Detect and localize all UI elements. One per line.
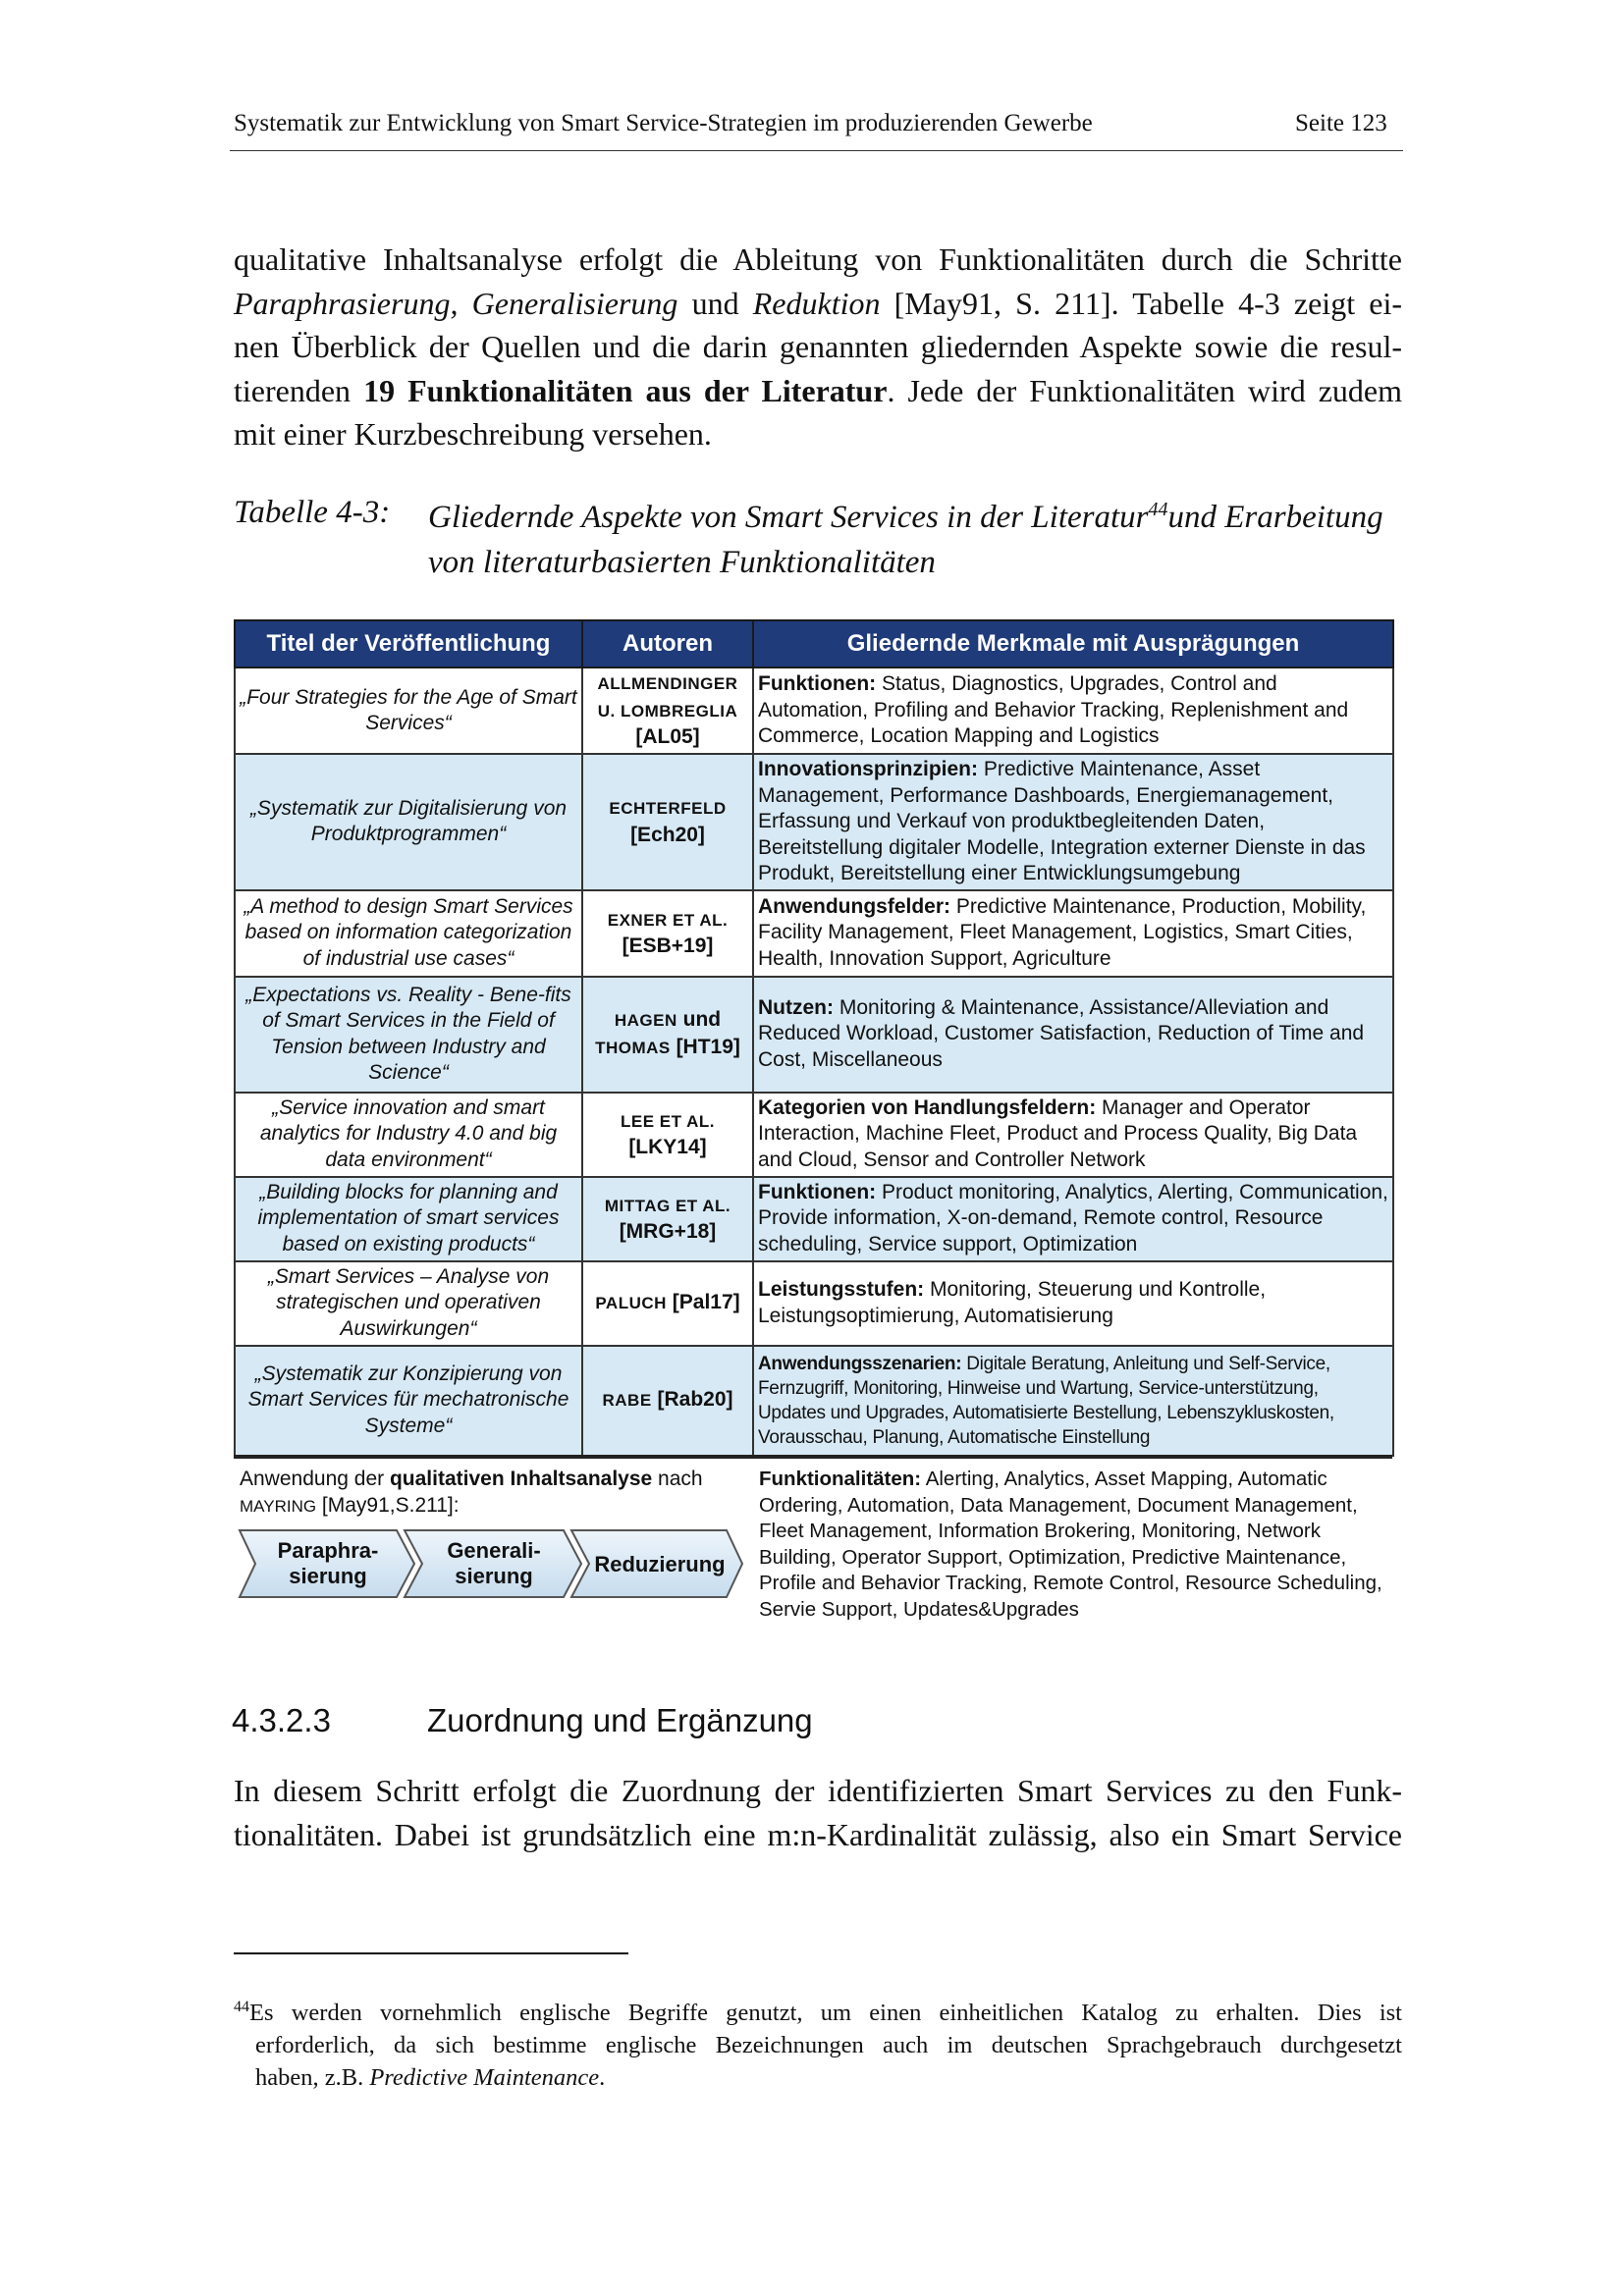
authors: MITTAG ET AL. [MRG+18] <box>582 1177 753 1261</box>
authors: ALLMENDINGER U. LOMBREGLIA [AL05] <box>582 667 753 754</box>
publication-title: „Service innovation and smart analytics for Industry 4.0 and big data environment“ <box>235 1093 582 1177</box>
col-header-authors: Autoren <box>582 620 753 667</box>
header-rule <box>230 150 1403 151</box>
literature-table <box>234 619 1394 1457</box>
footnote-line: erforderlich, da sich bestimme englische Bezeichnungen auch im deutschen Sprachgebrauch durchgesetzt <box>255 2032 1402 2059</box>
step-label: Generali- <box>447 1538 541 1563</box>
features: Funktionen: Product monitoring, Analytics, Alerting, Communication, Provide information, X-on-demand, Remote control, Resource scheduling, Service support, Optimization <box>753 1177 1393 1261</box>
section-paragraph <box>234 1769 1402 1856</box>
footnote-ref[interactable]: 44 <box>1148 499 1168 520</box>
table-row <box>235 1177 1393 1261</box>
features: Innovationsprinzipien: Predictive Maintenance, Asset Management, Performance Dashboards, Energiemanagement, Erfassung und Verkauf von produktbegleitenden Daten, Bereitstellung digitaler Modelle, Integration externer Dienste in das Produkt, Bereitstellung einer Entwicklungsumgebung <box>753 754 1393 890</box>
page-number: Seite 123 <box>1295 110 1387 136</box>
bold-term: 19 Funktionalitäten aus der Literatur <box>363 372 888 408</box>
table-row <box>235 1093 1393 1177</box>
features: Kategorien von Handlungsfeldern: Manager and Operator Interaction, Machine Fleet, Product and Process Quality, Big Data and Cloud, Sensor and Controller Network <box>753 1093 1393 1177</box>
running-title: Systematik zur Entwicklung von Smart Service-Strategien im produzierenden Gewerbe <box>234 110 1093 136</box>
authors: PALUCH [Pal17] <box>582 1261 753 1346</box>
authors: RABE [Rab20] <box>582 1346 753 1456</box>
para-line: In diesem Schritt erfolgt die Zuordnung der identifizierten Smart Services zu den Funk- <box>234 1773 1402 1808</box>
publication-title: „Smart Services – Analyse von strategischen und operativen Auswirkungen“ <box>235 1261 582 1346</box>
publication-title: „Four Strategies for the Age of Smart Services“ <box>235 667 582 754</box>
para-line: tierenden 19 Funktionalitäten aus der Literatur. Jede der Funktionalitäten wird zudem <box>234 372 1403 408</box>
table-row <box>235 667 1393 754</box>
col-header-features: Gliedernde Merkmale mit Ausprägungen <box>753 620 1393 667</box>
method-note: Anwendung der qualitativen Inhaltsanalyse nach MAYRING [May91,S.211]: <box>240 1468 703 1517</box>
features: Anwendungsszenarien: Digitale Beratung, Anleitung und Self-Service, Fernzugriff, Monitoring, Hinweise und Wartung, Service-unterstützung, Updates und Upgrades, Automatisierte Bestellung, Lebenszykluskosten, Vorausschau, Planung, Automatische Einstellung <box>753 1346 1393 1456</box>
step-label: Paraphra- <box>277 1538 379 1563</box>
col-header-title: Titel der Veröffentlichung <box>235 620 582 667</box>
publication-title: „Expectations vs. Reality - Bene-fits of Smart Services in the Field of Tension between Industry and Science“ <box>235 977 582 1093</box>
authors: LEE ET AL. [LKY14] <box>582 1093 753 1177</box>
authors: ECHTERFELD [Ech20] <box>582 754 753 890</box>
intro-paragraph <box>234 238 1402 456</box>
footnote-rule <box>234 1952 628 1954</box>
para-line: qualitative Inhaltsanalyse erfolgt die Ableitung von Funktionalitäten durch die Schritte <box>234 241 1402 277</box>
step-label: Reduzierung <box>594 1552 726 1576</box>
table-row <box>235 890 1393 977</box>
table-caption: Gliedernde Aspekte von Smart Services in der Literatur$^{44}$und Erarbeitung von literaturbasierten Funktionalitäten <box>428 499 1383 580</box>
table-caption-label: Tabelle 4-3: <box>234 495 391 530</box>
features: Funktionen: Status, Diagnostics, Upgrades, Control and Automation, Profiling and Behavior Tracking, Replenishment and Commerce, Location Mapping and Logistics <box>753 667 1393 754</box>
para-line: mit einer Kurzbeschreibung versehen. <box>234 416 712 452</box>
table-row <box>235 754 1393 890</box>
step-label: sierung <box>455 1564 533 1588</box>
step-label: sierung <box>289 1564 367 1588</box>
publication-title: „Systematik zur Digitalisierung von Produktprogrammen“ <box>235 754 582 890</box>
functionalities-list: Funktionalitäten: Alerting, Analytics, Asset Mapping, Automatic Ordering, Automation, Data Management, Document Management, Fleet Management, Information Brokering, Monitoring, Network Building, Operator Support, Optimization, Predictive Maintenance, Profile and Behavior Tracking, Remote Control, Resource Scheduling, Servie Support, Updates&Upgrades <box>759 1468 1382 1621</box>
para-line: nen Überblick der Quellen und die darin genannten gliedernden Aspekte sowie die resul- <box>234 329 1402 364</box>
para-line: tionalitäten. Dabei ist grundsätzlich eine m:n-Kardinalität zulässig, also ein Smart Service <box>234 1816 1402 1852</box>
section-number: 4.3.2.3 <box>232 1702 331 1738</box>
features: Leistungsstufen: Monitoring, Steuerung und Kontrolle, Leistungsoptimierung, Automatisierung <box>753 1261 1393 1346</box>
publication-title: „Building blocks for planning and implementation of smart services based on existing products“ <box>235 1177 582 1261</box>
features: Anwendungsfelder: Predictive Maintenance, Production, Mobility, Facility Management, Fleet Management, Logistics, Smart Cities, Health, Innovation Support, Agriculture <box>753 890 1393 977</box>
table-row <box>235 1346 1393 1456</box>
footnote-line: haben, z.B. Predictive Maintenance. <box>255 2064 606 2092</box>
italic-term: Reduktion <box>752 285 881 321</box>
publication-title: „Systematik zur Konzipierung von Smart Services für mechatronische Systeme“ <box>235 1346 582 1456</box>
italic-term: Paraphrasierung, Generalisierung <box>234 285 678 321</box>
authors: HAGEN und THOMAS [HT19] <box>582 977 753 1093</box>
table-header-row <box>235 620 1393 667</box>
process-chevrons <box>236 1526 746 1601</box>
table-bottom-rule <box>234 1455 1392 1459</box>
publication-title: „A method to design Smart Services based on information categorization of industrial use cases“ <box>235 890 582 977</box>
footnote-number: 44 <box>234 1999 249 2015</box>
table-row <box>235 977 1393 1093</box>
para-line: Paraphrasierung, Generalisierung und Reduktion [May91, S. 211]. Tabelle 4-3 zeigt ei- <box>234 285 1403 321</box>
footnote-line: $^{44}$Es werden vornehmlich englische Begriffe genutzt, um einen einheitlichen Katalog zu erhalten. Dies ist <box>234 1999 1402 2027</box>
authors: EXNER ET AL. [ESB+19] <box>582 890 753 977</box>
footnote <box>234 1991 1402 2094</box>
table-row <box>235 1261 1393 1346</box>
section-title: Zuordnung und Ergänzung <box>427 1702 813 1738</box>
features: Nutzen: Monitoring & Maintenance, Assistance/Alleviation and Reduced Workload, Customer Satisfaction, Reduction of Time and Cost, Miscellaneous <box>753 977 1393 1093</box>
